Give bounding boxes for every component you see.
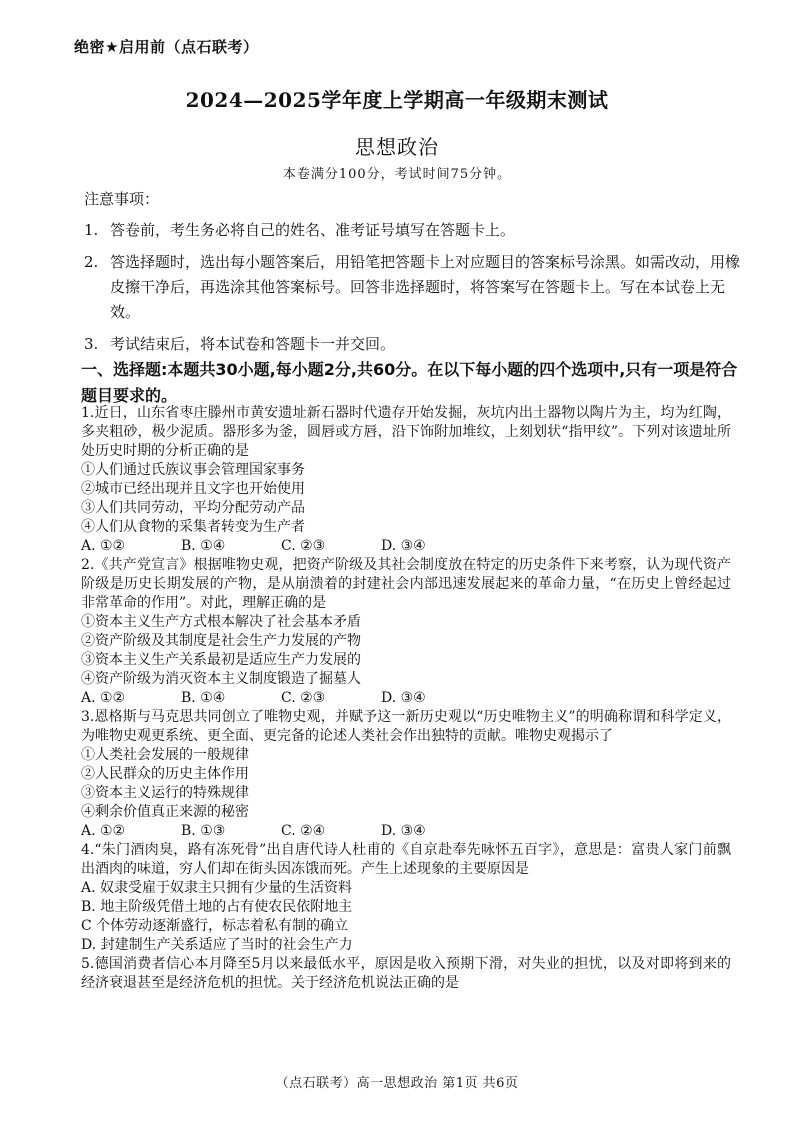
question-stem: 5.德国消费者信心本月降至5月以来最低水平，原因是收入预期下滑，对失业的担忧，以及对即将到来的经济衰退甚至是经济危机的担忧。关于经济危机说法正确的是 xyxy=(81,956,731,991)
question-option: ②人民群众的历史主体作用 xyxy=(81,766,249,782)
choice-b: B. ①③ xyxy=(181,823,226,839)
question-option: ③人们共同劳动，平均分配劳动产品 xyxy=(81,500,305,516)
question-option: ①资本主义生产方式根本解决了社会基本矛盾 xyxy=(81,614,361,630)
question-3 xyxy=(81,708,731,841)
notice-number: 1. xyxy=(84,221,99,239)
subject-title: 思想政治 xyxy=(355,135,439,159)
notice-item xyxy=(84,218,744,243)
question-option: ①人们通过氏族议事会管理国家事务 xyxy=(81,462,305,478)
question-stem: 1.近日，山东省枣庄滕州市黄安遗址新石器时代遗存开始发掘，灰坑内出土器物以陶片为主，均为红陶，多夹粗砂，极少泥质。器形多为釜，圆唇或方唇，沿下饰附加堆纹，上刻划状“指甲纹”。下列对该遗址所处历史时期的分析正确的是 xyxy=(81,405,731,459)
page-footer: （点石联考）高一思想政治 第1页 共6页 xyxy=(275,1076,519,1091)
secret-label: 绝密★启用前（点石联考） xyxy=(74,38,259,56)
question-option: C 个体劳动逐渐盛行，标志着私有制的确立 xyxy=(81,918,349,934)
question-2 xyxy=(81,556,731,708)
question-option: ④资产阶级为消灭资本主义制度锻造了掘墓人 xyxy=(81,671,361,687)
exam-title: 2024—2025学年度上学期高一年级期末测试 xyxy=(185,88,609,112)
notice-heading: 注意事项： xyxy=(84,190,160,208)
question-option: A. 奴隶受雇于奴隶主只拥有少量的生活资料 xyxy=(81,880,353,896)
question-option: B. 地主阶级凭借土地的占有使农民依附地主 xyxy=(81,899,353,915)
choice-c: C. ②④ xyxy=(281,823,326,839)
question-stem: 3.恩格斯与马克思共同创立了唯物史观，并赋予这一新历史观以“历史唯物主义”的明确称谓和科学定义，为唯物史观更系统、更全面、更完备的论述人类社会作出独特的贡献。唯物史观揭示了 xyxy=(81,709,731,744)
question-option: ③资本主义运行的特殊规律 xyxy=(81,785,249,801)
choice-d: D. ③④ xyxy=(381,690,426,706)
notice-text: 考试结束后，将本试卷和答题卡一并交回。 xyxy=(110,335,396,353)
notice-text: 答卷前，考生务必将自己的姓名、准考证号填写在答题卡上。 xyxy=(110,221,516,239)
choice-c: C. ②③ xyxy=(281,690,326,706)
question-option: ②城市已经出现并且文字也开始使用 xyxy=(81,481,305,497)
question-option: D. 封建制生产关系适应了当时的社会生产力 xyxy=(81,937,353,953)
question-list xyxy=(81,404,731,993)
choice-a: A. ①② xyxy=(81,823,126,839)
question-1 xyxy=(81,404,731,556)
notice-number: 2. xyxy=(84,253,99,271)
notice-item xyxy=(84,250,744,325)
question-option: ②资产阶级及其制度是社会生产力发展的产物 xyxy=(81,633,361,649)
answer-choices xyxy=(81,689,731,708)
notice-number: 3. xyxy=(84,335,99,353)
notice-item xyxy=(84,332,744,357)
choice-a: A. ①② xyxy=(81,690,126,706)
question-option: ①人类社会发展的一般规律 xyxy=(81,747,249,763)
choice-c: C. ②③ xyxy=(281,538,326,554)
question-5 xyxy=(81,955,731,993)
choice-d: D. ③④ xyxy=(381,823,426,839)
question-stem: 4.“朱门酒肉臭，路有冻死骨”出自唐代诗人杜甫的《自京赴奉先咏怀五百字》，意思是：富贵人家门前飘出酒肉的味道，穷人们却在街头因冻饿而死。产生上述现象的主要原因是 xyxy=(81,842,731,877)
question-4 xyxy=(81,841,731,955)
choice-d: D. ③④ xyxy=(381,538,426,554)
choice-b: B. ①④ xyxy=(181,538,226,554)
answer-choices xyxy=(81,537,731,556)
choice-a: A. ①② xyxy=(81,538,126,554)
notice-list xyxy=(84,218,744,364)
answer-choices xyxy=(81,822,731,841)
question-stem: 2.《共产党宣言》根据唯物史观，把资产阶级及其社会制度放在特定的历史条件下来考察，认为现代资产阶级是历史长期发展的产物，是从崩溃着的封建社会内部迅速发展起来的革命力量，“在历史上曾经起过非常革命的作用”。对此，理解正确的是 xyxy=(81,557,731,611)
question-option: ④人们从食物的采集者转变为生产者 xyxy=(81,519,305,535)
notice-text: 答选择题时，选出每小题答案后，用铅笔把答题卡上对应题目的答案标号涂黑。如需改动，用橡皮擦干净后，再选涂其他答案标号。回答非选择题时，将答案写在答题卡上。写在本试卷上无效。 xyxy=(110,253,741,321)
question-option: ③资本主义生产关系最初是适应生产力发展的 xyxy=(81,652,361,668)
exam-info: 本卷满分100分，考试时间75分钟。 xyxy=(282,167,512,182)
question-option: ④剩余价值真正来源的秘密 xyxy=(81,804,249,820)
choice-b: B. ①④ xyxy=(181,690,226,706)
section-heading: 一、选择题:本题共30小题,每小题2分,共60分。在以下每小题的四个选项中,只有一项是符合题目要求的。 xyxy=(81,360,738,405)
